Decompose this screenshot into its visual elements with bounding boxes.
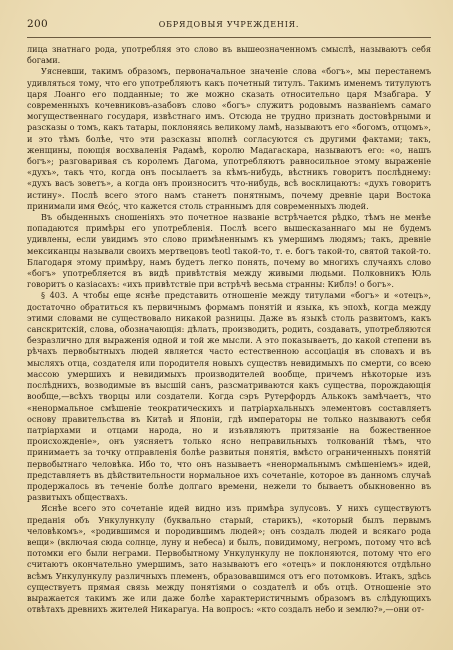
paragraph: Уясневши, такимъ образомъ, первоначальное значеніе слова «богъ», мы перестанемъ удивляться тому, что его употребляютъ какъ почетный титулъ. Такимъ именемъ титулуютъ царя Лоанго его подданные; то же можно сказать относительно царя Мзабгара. У современныхъ кочевниковъ-азабовъ слово «богъ» служитъ родовымъ названіемъ самаго могущественнаго государя, извѣстнаго имъ. Отсюда не трудно признать достовѣрными и разсказы о томъ, какъ татары, поклоняясь великому ламѣ, называютъ его «богомъ, отцомъ», и это тѣмъ болѣе, что эти разсказы вполнѣ согласуются съ другими фактами; такъ, женщины, поющія восхваленія Радамѣ, королю Мадагаскара, называютъ его: «о, нашъ богъ»; разговаривая съ королемъ Дагома, употребляютъ равносильное этому выраженіе «духъ», такъ что, когда онъ посылаетъ за кѣмъ-нибудь, вѣстникъ говоритъ послѣднему: «духъ васъ зоветъ», а когда онъ произноситъ что-нибудь, всѣ восклицаютъ: «духъ говоритъ истину». Послѣ всего этого намъ станетъ понятнымъ, почему древніе цари Востока принимали имя Θεός, что кажется столь страннымъ для современныхъ людей. [27,66,431,211]
page-header [27,18,431,38]
paragraph-continuation: лица знатнаго рода, употребляя это слово въ вышеозначенномъ смыслѣ, называютъ себя богами. [27,44,431,66]
section-paragraph-403: § 403. А чтобы еще яснѣе представить отношеніе между титулами «богъ» и «отецъ», достаточно обратиться къ первичнымъ формамъ понятій и языка, къ эпохѣ, когда между этими словами не существовало никакой разницы. Даже въ языкѣ столь развитомъ, какъ санскритскій, слова, обозначающія: дѣлать, производить, родить, создавать, употребляются безразлично для выраженія одной и той же мысли. А это показываетъ, до какой степени въ рѣчахъ первобытныхъ людей является часто естественною ассоціація въ словахъ и въ мысляхъ отца, создателя или породителя новыхъ существъ невидимыхъ по смерти, со всею массою умершихъ и невидимыхъ производителей вообще, причемъ нѣкоторые изъ послѣднихъ, возводимые въ высшій санъ, разсматриваются какъ существа, порождающія вообще,—всѣхъ творцы или создатели. Когда сэръ Рутерфордъ Алькокъ замѣчаетъ, что «ненормальное смѣшеніе теократическихъ и патріархальныхъ элементовъ составляетъ основу правительства въ Китаѣ и Японіи, гдѣ императоры не только называютъ себя патріархами и отцами народа, но и изъявляютъ притязаніе на божественное происхожденіе», онъ уясняетъ только ясно неправильныхъ толкованій тѣмъ, что принимаетъ за точку отправленія болѣе развитыя понятія, вмѣсто ограниченныхъ понятій первобытнаго человѣка. Ибо то, что онъ называетъ «ненормальнымъ смѣшеніемъ» идей, представляетъ въ дѣйствительности нормальное ихъ сочетаніе, которое въ данномъ случаѣ продержалось въ теченіе болѣе долгаго времени, нежели то бываетъ обыкновенно въ развитыхъ обществахъ. [27,290,431,503]
paragraph: Въ обыденныхъ сношеніяхъ это почетное названіе встрѣчается рѣдко, тѣмъ не менѣе попадаются примѣры его употребленія. Послѣ всего вышесказаннаго мы не будемъ удивлены, если увидимъ это слово примѣненнымъ къ умершимъ людямъ; такъ, древніе мексиканцы называли своихъ мертвецовъ teotl такой-то, т. е. богъ такой-то, святой такой-то. Благодаря этому примѣру, намъ будетъ легко понять, почему во многихъ случаяхъ слово «богъ» употребляется въ видѣ привѣтствія между живыми людьми. Полковникъ Юль говоритъ о казіасахъ: «ихъ привѣтствіе при встрѣчѣ весьма странны: Киблэ! о богъ». [27,212,431,290]
page-number: 200 [27,18,48,30]
running-head: ОБРЯДОВЫЯ УЧРЕЖДЕНІЯ. [158,20,300,29]
paragraph: Яснѣе всего это сочетаніе идей видно изъ примѣра зулусовъ. У нихъ существуютъ преданія объ Ункулункулу (буквально старый, старикъ), «который былъ первымъ человѣкомъ», «родившимся и породившимъ людей»; онъ создалъ людей и всякаго рода вещи» (включая сюда солнце, луну и небеса) и былъ, повидимому, негромъ, потому что всѣ потомки его были неграми. Первобытному Ункулункулу не поклоняются, потому что его считаютъ окончательно умершимъ, зато называютъ его «отецъ» и поклоняются отдѣльно всѣмъ Ункулункулу различныхъ племенъ, образовавшимся отъ его потомковъ. Итакъ, здѣсь существуетъ прямая связь между понятіями о создателѣ и объ отцѣ. Отношеніе это выражается такимъ же или даже болѣе характеристичнымъ образомъ въ слѣдующихъ отвѣтахъ древнихъ жителей Никарагуа. На вопросъ: «кто создалъ небо и землю?»,—они от- [27,503,431,615]
body-text [27,44,431,615]
